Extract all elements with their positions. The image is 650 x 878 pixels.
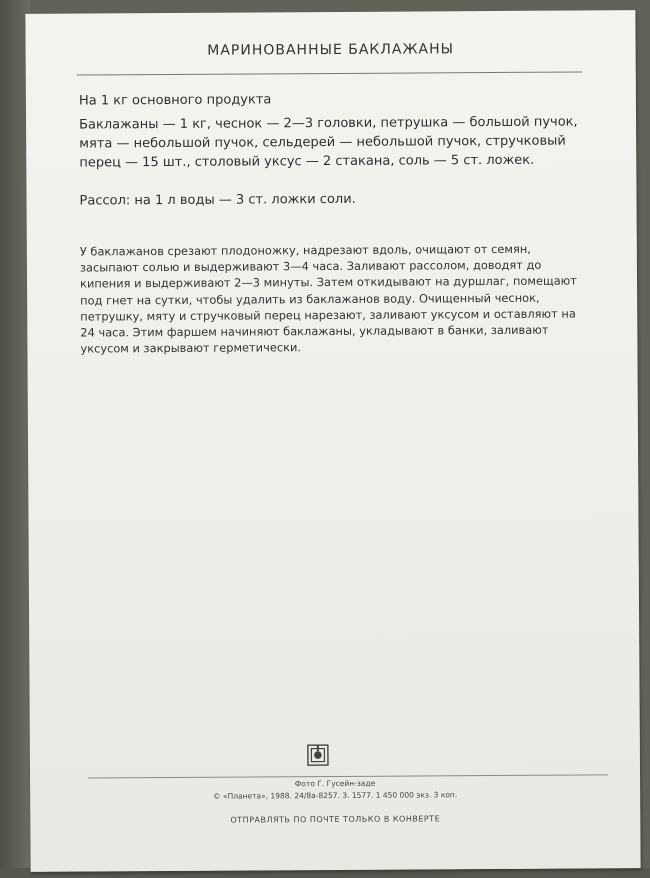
ingredients-text: Баклажаны — 1 кг, чеснок — 2—3 головки, петрушка — большой пучок, мята — небольшой пучок, сельдерей — небольшой пучок, стручковый перец — 15 шт., столовый уксус — 2 стакана, соль — 5 ст. ложек. [79, 114, 578, 171]
method-text: У баклажанов срезают плодоножку, надрезают вдоль, очищают от семян, засыпают солью и выдерживают 3—4 часа. Заливают рассолом, доводят до кипения и выдерживают 2—3 минуты. Затем откидывают на дуршлаг, помещают под гнет на сутки, чтобы удалить из баклажанов воду. Очищенный чеснок, петрушку, мяту и стручковый перец нарезают, заливают уксусом и оставляют на 24 часа. Этим фаршем начиняют баклажаны, укладывают в банки, заливают уксусом и закрывают герметически. [79, 241, 577, 356]
brine-text: Рассол: на 1 л воды — 3 ст. ложки соли. [79, 191, 356, 209]
title-divider [77, 71, 582, 75]
recipe-title: МАРИНОВАННЫЕ БАКЛАЖАНЫ [207, 41, 455, 59]
planeta-logo-icon [307, 744, 329, 766]
photo-credit: Фото Г. Гусейн-заде [294, 778, 376, 789]
recipe-card [25, 10, 640, 872]
publisher-imprint: © «Планета», 1988. 24/8а-8257. 3. 1577. 1 450 000 экз. 3 коп. [213, 790, 458, 801]
portion-note: На 1 кг основного продукта [78, 92, 272, 109]
mail-instruction: ОТПРАВЛЯТЬ ПО ПОЧТЕ ТОЛЬКО В КОНВЕРТЕ [230, 814, 441, 825]
